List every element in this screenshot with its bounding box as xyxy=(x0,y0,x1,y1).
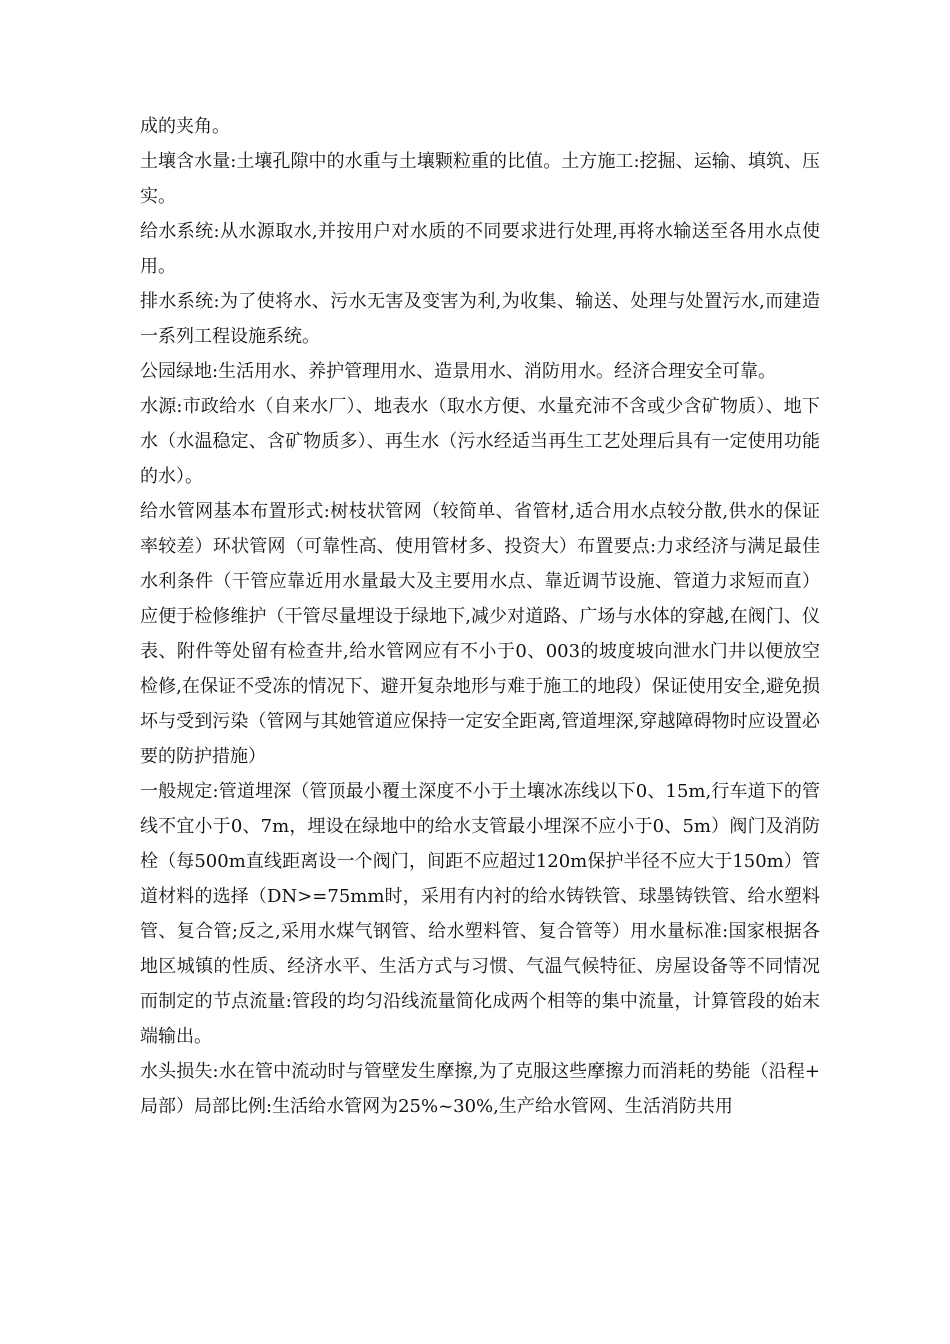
paragraph-general-rules: 一般规定:管道埋深（管顶最小覆土深度不小于土壤冰冻线以下0、15m,行车道下的管线不宜小于0、7m，埋设在绿地中的给水支管最小埋深不应小于0、5m）阀门及消防栓（每500m直线距离设一个阀门，间距不应超过120m保护半径不应大于150m）管道材料的选择（DN>=75mm时，采用有内衬的给水铸铁管、球墨铸铁管、给水塑料管、复合管;反之,采用水煤气钢管、给水塑料管、复合管等）用水量标准:国家根据各地区城镇的性质、经济水平、生活方式与习惯、气温气候特征、房屋设备等不同情况而制定的节点流量:管段的均匀沿线流量简化成两个相等的集中流量，计算管段的始末端输出。 xyxy=(140,781,820,1047)
paragraph-soil-moisture: 土壤含水量:土壤孔隙中的水重与土壤颗粒重的比值。土方施工:挖掘、运输、填筑、压实。 xyxy=(140,151,820,207)
paragraph-water-supply-system: 给水系统:从水源取水,并按用户对水质的不同要求进行处理,再将水输送至各用水点使用。 xyxy=(140,221,820,277)
paragraph-water-source: 水源:市政给水（自来水厂）、地表水（取水方便、水量充沛不含或少含矿物质）、地下水（水温稳定、含矿物质多）、再生水（污水经适当再生工艺处理后具有一定使用功能的水）。 xyxy=(140,396,820,487)
paragraph-head-loss: 水头损失:水在管中流动时与管壁发生摩擦,为了克服这些摩擦力而消耗的势能（沿程+局部）局部比例:生活给水管网为25%~30%,生产给水管网、生活消防共用 xyxy=(140,1061,820,1117)
paragraph-pipe-network-layout: 给水管网基本布置形式:树枝状管网（较简单、省管材,适合用水点较分散,供水的保证率较差）环状管网（可靠性高、使用管材多、投资大）布置要点:力求经济与满足最佳水利条件（干管应靠近用水量最大及主要用水点、靠近调节设施、管道力求短而直）应便于检修维护（干管尽量埋设于绿地下,减少对道路、广场与水体的穿越,在阀门、仪表、附件等处留有检查井,给水管网应有不小于0、003的坡度坡向泄水门井以便放空检修,在保证不受冻的情况下、避开复杂地形与难于施工的地段）保证使用安全,避免损坏与受到污染（管网与其她管道应保持一定安全距离,管道埋深,穿越障碍物时应设置必要的防护措施） xyxy=(140,501,820,767)
paragraph-park-greenspace: 公园绿地:生活用水、养护管理用水、造景用水、消防用水。经济合理安全可靠。 xyxy=(140,361,777,382)
paragraph-angle: 成的夹角。 xyxy=(140,116,230,137)
paragraph-drainage-system: 排水系统:为了使将水、污水无害及变害为利,为收集、输送、处理与处置污水,而建造一系列工程设施系统。 xyxy=(140,291,820,347)
document-body xyxy=(140,109,820,1124)
